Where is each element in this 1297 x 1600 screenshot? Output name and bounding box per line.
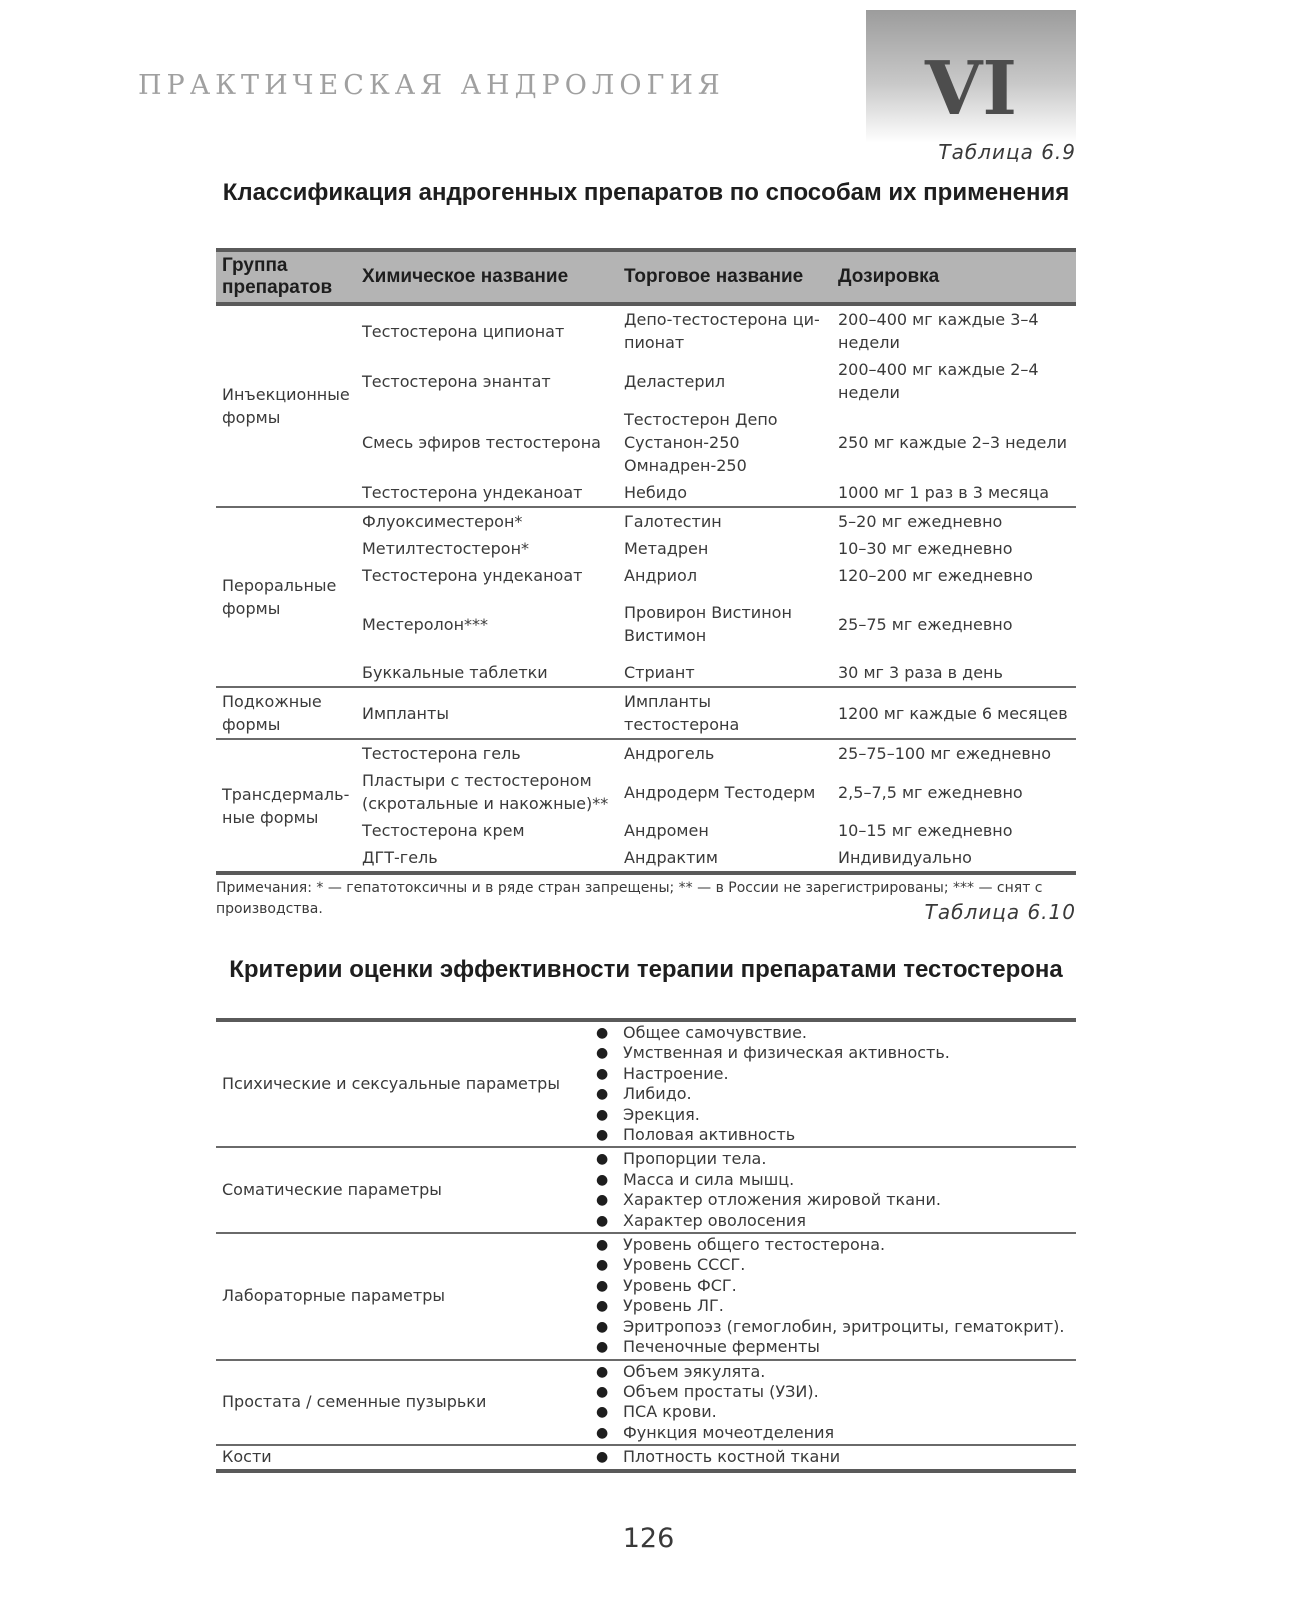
trade-name-cell: Тестостерон Депо Сустанон-250 Омнадрен-250 — [624, 410, 778, 475]
chemical-name-cell: Смесь эфиров тестостерона — [362, 433, 601, 452]
criteria-list — [596, 1447, 1070, 1467]
chemical-name-cell: ДГТ-гель — [362, 848, 438, 867]
dosage-cell: 25–75–100 мг ежедневно — [838, 744, 1052, 763]
chemical-name-cell: Тестостерона гель — [362, 744, 521, 763]
trade-name-cell: Деластерил — [624, 371, 726, 391]
chemical-name-cell: Метилтестостерон* — [362, 539, 530, 558]
table-6-10-label: Таблица 6.10 — [924, 900, 1076, 924]
trade-name-cell: Андромен — [624, 821, 709, 840]
criteria-list-item: ● Половая активность — [596, 1125, 1070, 1145]
group-name-cell: Инъекционные формы — [222, 385, 350, 427]
criteria-list-item: ● Функция мочеотделения — [596, 1423, 1070, 1443]
androgen-classification-table — [216, 248, 1076, 875]
criteria-list-cell — [590, 1360, 1076, 1446]
dosage-cell: 10–15 мг ежедневно — [838, 821, 1013, 840]
dosage-cell: 10–30 мг ежедневно — [838, 539, 1013, 558]
header-group: Группа препаратов — [222, 255, 333, 298]
trade-name-cell: Андриол — [624, 566, 698, 585]
table-header-row — [216, 250, 1076, 304]
trade-name-cell: Провирон Вистинон Вистимон — [624, 603, 792, 645]
dosage-cell: Индивидуально — [838, 848, 972, 867]
criteria-list-cell — [590, 1020, 1076, 1147]
criteria-list-cell — [590, 1445, 1076, 1470]
group-section — [216, 304, 1076, 507]
chemical-name-cell: Флуоксиместерон* — [362, 512, 523, 531]
parameter-cell: Психические и сексуальные параметры — [222, 1074, 560, 1094]
criteria-list-item: ● Масса и сила мышц. — [596, 1170, 1070, 1190]
parameter-cell: Соматические параметры — [222, 1180, 442, 1200]
criteria-list-item: ● Эрекция. — [596, 1105, 1070, 1125]
criteria-list — [596, 1149, 1070, 1231]
therapy-criteria-table — [216, 1018, 1076, 1473]
group-name-cell: Пероральные формы — [222, 576, 337, 618]
table-row — [216, 687, 1076, 739]
criteria-list — [596, 1362, 1070, 1444]
header-chem: Химическое название — [362, 266, 569, 287]
running-header: ПРАКТИЧЕСКАЯ АНДРОЛОГИЯ — [138, 70, 725, 101]
criteria-list-item: ● Умственная и физическая активность. — [596, 1043, 1070, 1063]
group-section — [216, 687, 1076, 739]
criteria-row — [216, 1147, 1076, 1233]
chapter-number: VI — [924, 46, 1018, 132]
criteria-list-item: ● Уровень ЛГ. — [596, 1296, 1070, 1316]
criteria-list-item: ● Уровень ФСГ. — [596, 1276, 1070, 1296]
criteria-list-cell — [590, 1233, 1076, 1359]
criteria-list-item: ● ПСА крови. — [596, 1402, 1070, 1422]
table-row — [216, 304, 1076, 356]
trade-name-cell: Небидо — [624, 483, 687, 502]
chemical-name-cell: Пластыри с тестостероном (скротальные и накожные)** — [362, 771, 609, 813]
chemical-name-cell: Местеролон*** — [362, 614, 489, 634]
chemical-name-cell: Тестостерона ундеканоат — [362, 483, 583, 502]
chapter-tab — [866, 10, 1076, 143]
trade-name-cell: Андрогель — [624, 744, 715, 763]
group-name-cell: Трансдермаль-ные формы — [222, 784, 350, 827]
dosage-cell: 200–400 мг каждые 3–4 недели — [838, 310, 1039, 352]
parameter-cell: Лабораторные параметры — [222, 1286, 445, 1306]
chemical-name-cell: Тестостерона ундеканоат — [362, 566, 583, 585]
trade-name-cell: Андрактим — [624, 848, 718, 867]
parameter-cell: Простата / семенные пузырьки — [222, 1392, 487, 1412]
dosage-cell: 5–20 мг ежедневно — [838, 512, 1003, 531]
criteria-list — [596, 1235, 1070, 1357]
table-6-10-title: Критерии оценки эффективности терапии препаратами тестостерона — [229, 956, 1063, 983]
criteria-list-item: ● Настроение. — [596, 1064, 1070, 1084]
table-6-9-label: Таблица 6.9 — [938, 140, 1076, 164]
table-6-9-title: Классификация андрогенных препаратов по способам их применения — [222, 179, 1070, 206]
criteria-list-item: ● Уровень СССГ. — [596, 1255, 1070, 1275]
dosage-cell: 250 мг каждые 2–3 недели — [838, 433, 1067, 452]
dosage-cell: 200–400 мг каждые 2–4 недели — [838, 360, 1039, 402]
criteria-list-item: ● Либидо. — [596, 1084, 1070, 1104]
group-name-cell: Подкожные формы — [222, 692, 322, 734]
parameter-cell: Кости — [222, 1447, 272, 1467]
criteria-list — [596, 1023, 1070, 1145]
trade-name-cell: Метадрен — [624, 539, 709, 558]
criteria-list-item: ● Печеночные ферменты — [596, 1337, 1070, 1357]
dosage-cell: 2,5–7,5 мг ежедневно — [838, 782, 1023, 802]
page-number: 126 — [622, 1523, 675, 1554]
header-dose: Дозировка — [838, 266, 940, 287]
criteria-row — [216, 1445, 1076, 1470]
criteria-list-item: ● Общее самочувствие. — [596, 1023, 1070, 1043]
table-row — [216, 507, 1076, 535]
criteria-list-item: ● Пропорции тела. — [596, 1149, 1070, 1169]
criteria-row — [216, 1233, 1076, 1359]
criteria-list-item: ● Эритропоэз (гемоглобин, эритроциты, гематокрит). — [596, 1317, 1070, 1337]
dosage-cell: 120–200 мг ежедневно — [838, 566, 1033, 585]
criteria-row — [216, 1020, 1076, 1147]
criteria-list-item: ● Характер оволосения — [596, 1211, 1070, 1231]
header-trade: Торговое название — [624, 266, 804, 287]
trade-name-cell: Импланты тестостерона — [624, 692, 740, 734]
trade-name-cell: Депо-тестостерона ци-пионат — [624, 310, 820, 352]
dosage-cell: 1000 мг 1 раз в 3 месяца — [838, 483, 1049, 502]
criteria-list-cell — [590, 1147, 1076, 1233]
criteria-list-item: ● Объем эякулята. — [596, 1362, 1070, 1382]
dosage-cell: 1200 мг каждые 6 месяцев — [838, 703, 1068, 723]
table-row — [216, 739, 1076, 767]
criteria-list-item: ● Объем простаты (УЗИ). — [596, 1382, 1070, 1402]
group-section — [216, 507, 1076, 687]
trade-name-cell: Галотестин — [624, 512, 722, 531]
chemical-name-cell: Тестостерона ципионат — [362, 321, 565, 341]
chemical-name-cell: Импланты — [362, 703, 449, 723]
group-section — [216, 739, 1076, 873]
criteria-row — [216, 1360, 1076, 1446]
table-notes: Примечания: * — гепатотоксичны и в ряде стран запрещены; ** — в России не зарегистрированы; *** — снят с производства. — [216, 880, 1043, 917]
chemical-name-cell: Тестостерона крем — [362, 821, 525, 840]
dosage-cell: 30 мг 3 раза в день — [838, 663, 1003, 682]
criteria-list-item: ● Характер отложения жировой ткани. — [596, 1190, 1070, 1210]
dosage-cell: 25–75 мг ежедневно — [838, 614, 1013, 634]
trade-name-cell: Андродерм Тестодерм — [624, 782, 816, 802]
criteria-list-item: ● Уровень общего тестостерона. — [596, 1235, 1070, 1255]
chemical-name-cell: Тестостерона энантат — [362, 371, 551, 391]
criteria-list-item: ● Плотность костной ткани — [596, 1447, 1070, 1467]
chemical-name-cell: Буккальные таблетки — [362, 663, 548, 682]
trade-name-cell: Стриант — [624, 663, 695, 682]
